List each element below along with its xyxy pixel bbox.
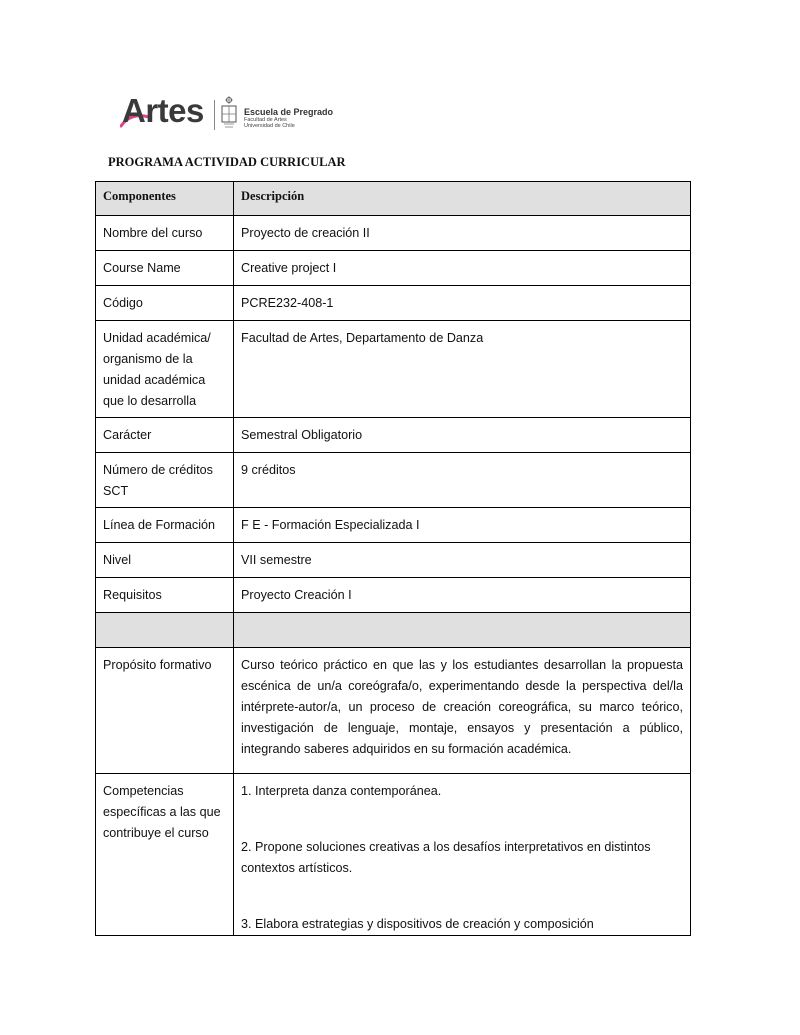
row-value: F E - Formación Especializada I <box>234 508 691 543</box>
curricular-table <box>95 181 691 936</box>
row-label: Unidad académica/ organismo de la unidad académica que lo desarrolla <box>96 321 234 418</box>
blank-cell <box>234 613 691 648</box>
list-item: 1. Interpreta danza contemporánea. <box>241 784 442 798</box>
row-value: 9 créditos <box>234 453 691 508</box>
table-header-row <box>96 182 691 216</box>
row-label: Competencias específicas a las que contribuye el curso <box>96 774 234 936</box>
logo-separator <box>214 100 215 130</box>
list-item: 3. Elabora estrategias y dispositivos de creación y composición <box>241 917 594 931</box>
row-label: Número de créditos SCT <box>96 453 234 508</box>
blank-cell <box>96 613 234 648</box>
table-row-competencias <box>96 774 691 936</box>
faculty-logo <box>122 92 342 136</box>
row-value: PCRE232-408-1 <box>234 286 691 321</box>
university-crest-icon <box>220 96 238 130</box>
row-label: Código <box>96 286 234 321</box>
table-row <box>96 321 691 418</box>
row-label: Nombre del curso <box>96 216 234 251</box>
proposito-text: Curso teórico práctico en que las y los estudiantes desarrollan la propuesta escénica de un/a coreógrafa/o, experimentando desde la perspectiva del/la intérprete-autor/a, un proceso de creación coreográfica, su marco teórico, investigación de lenguaje, montaje, ensayos y presentación a público, integrando saberes adquiridos en su formación académica. <box>234 648 691 774</box>
faculty-name: Facultad de Artes <box>244 117 287 123</box>
blank-separator-row <box>96 613 691 648</box>
row-label: Nivel <box>96 543 234 578</box>
row-label: Propósito formativo <box>96 648 234 774</box>
page-title: PROGRAMA ACTIVIDAD CURRICULAR <box>108 155 346 169</box>
row-value: Facultad de Artes, Departamento de Danza <box>234 321 691 418</box>
competencias-list <box>234 774 691 936</box>
university-name: Universidad de Chile <box>244 122 295 129</box>
table-row <box>96 216 691 251</box>
row-value: Proyecto Creación I <box>234 578 691 613</box>
table-row <box>96 418 691 453</box>
table-row <box>96 508 691 543</box>
row-value: Proyecto de creación II <box>234 216 691 251</box>
table-row <box>96 251 691 286</box>
header-cell-descripcion: Descripción <box>234 182 691 216</box>
row-value: VII semestre <box>234 543 691 578</box>
row-value: Semestral Obligatorio <box>234 418 691 453</box>
header-cell-componentes: Componentes <box>96 182 234 216</box>
row-label: Carácter <box>96 418 234 453</box>
row-label: Requisitos <box>96 578 234 613</box>
table-row <box>96 543 691 578</box>
row-label: Course Name <box>96 251 234 286</box>
school-name: Escuela de Pregrado <box>244 107 334 117</box>
list-item: 2. Propone soluciones creativas a los desafíos interpretativos en distintos contextos artísticos. <box>241 840 651 875</box>
table-row <box>96 578 691 613</box>
logo-text-block <box>244 108 333 129</box>
row-value: Creative project I <box>234 251 691 286</box>
table-row <box>96 453 691 508</box>
logo-wordmark: Artes <box>122 92 204 129</box>
table-row <box>96 286 691 321</box>
row-label: Línea de Formación <box>96 508 234 543</box>
table-row-proposito <box>96 648 691 774</box>
